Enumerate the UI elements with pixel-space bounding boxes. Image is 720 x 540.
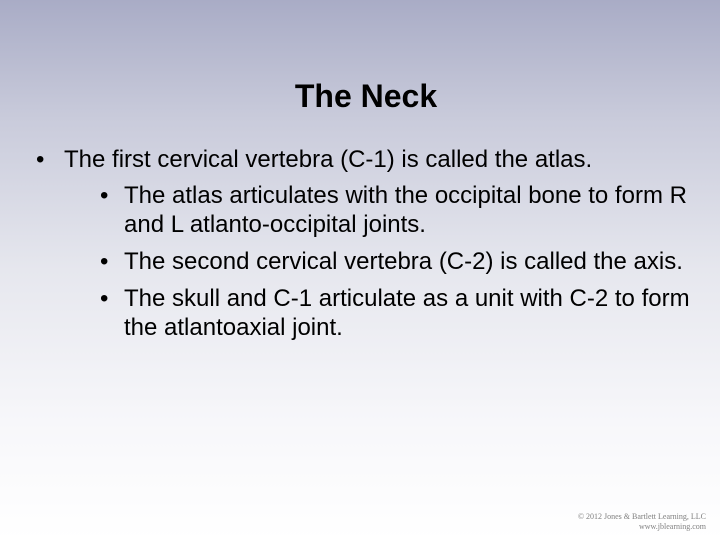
sub-bullet-dot-icon: • [100,182,109,209]
copyright-notice [578,512,706,532]
slide-title: The Neck [294,78,438,114]
sub-bullet-text: The second cervical vertebra (C-2) is called the axis. [124,248,683,275]
sub-bullet-item [64,247,706,276]
bullet-text: The first cervical vertebra (C-1) is called the atlas. [64,146,593,173]
sub-bullet-item [64,284,706,342]
bullet-item [36,143,706,342]
sub-bullet-item [64,181,706,239]
sub-bullet-text: The atlas articulates with the occipital bone to form R and L atlanto-occipital joints. [124,182,687,238]
sub-bullet-text: The skull and C-1 articulate as a unit with C-2 to form the atlantoaxial joint. [124,285,690,341]
sub-bullet-dot-icon: • [100,248,109,275]
bullet-list [36,143,706,350]
sub-bullet-list [64,181,706,342]
bullet-dot-icon: • [36,146,45,173]
sub-bullet-dot-icon: • [100,285,109,312]
website-text: www.jblearning.com [638,522,706,531]
copyright-text: © 2012 Jones & Bartlett Learning, LLC [577,512,706,521]
